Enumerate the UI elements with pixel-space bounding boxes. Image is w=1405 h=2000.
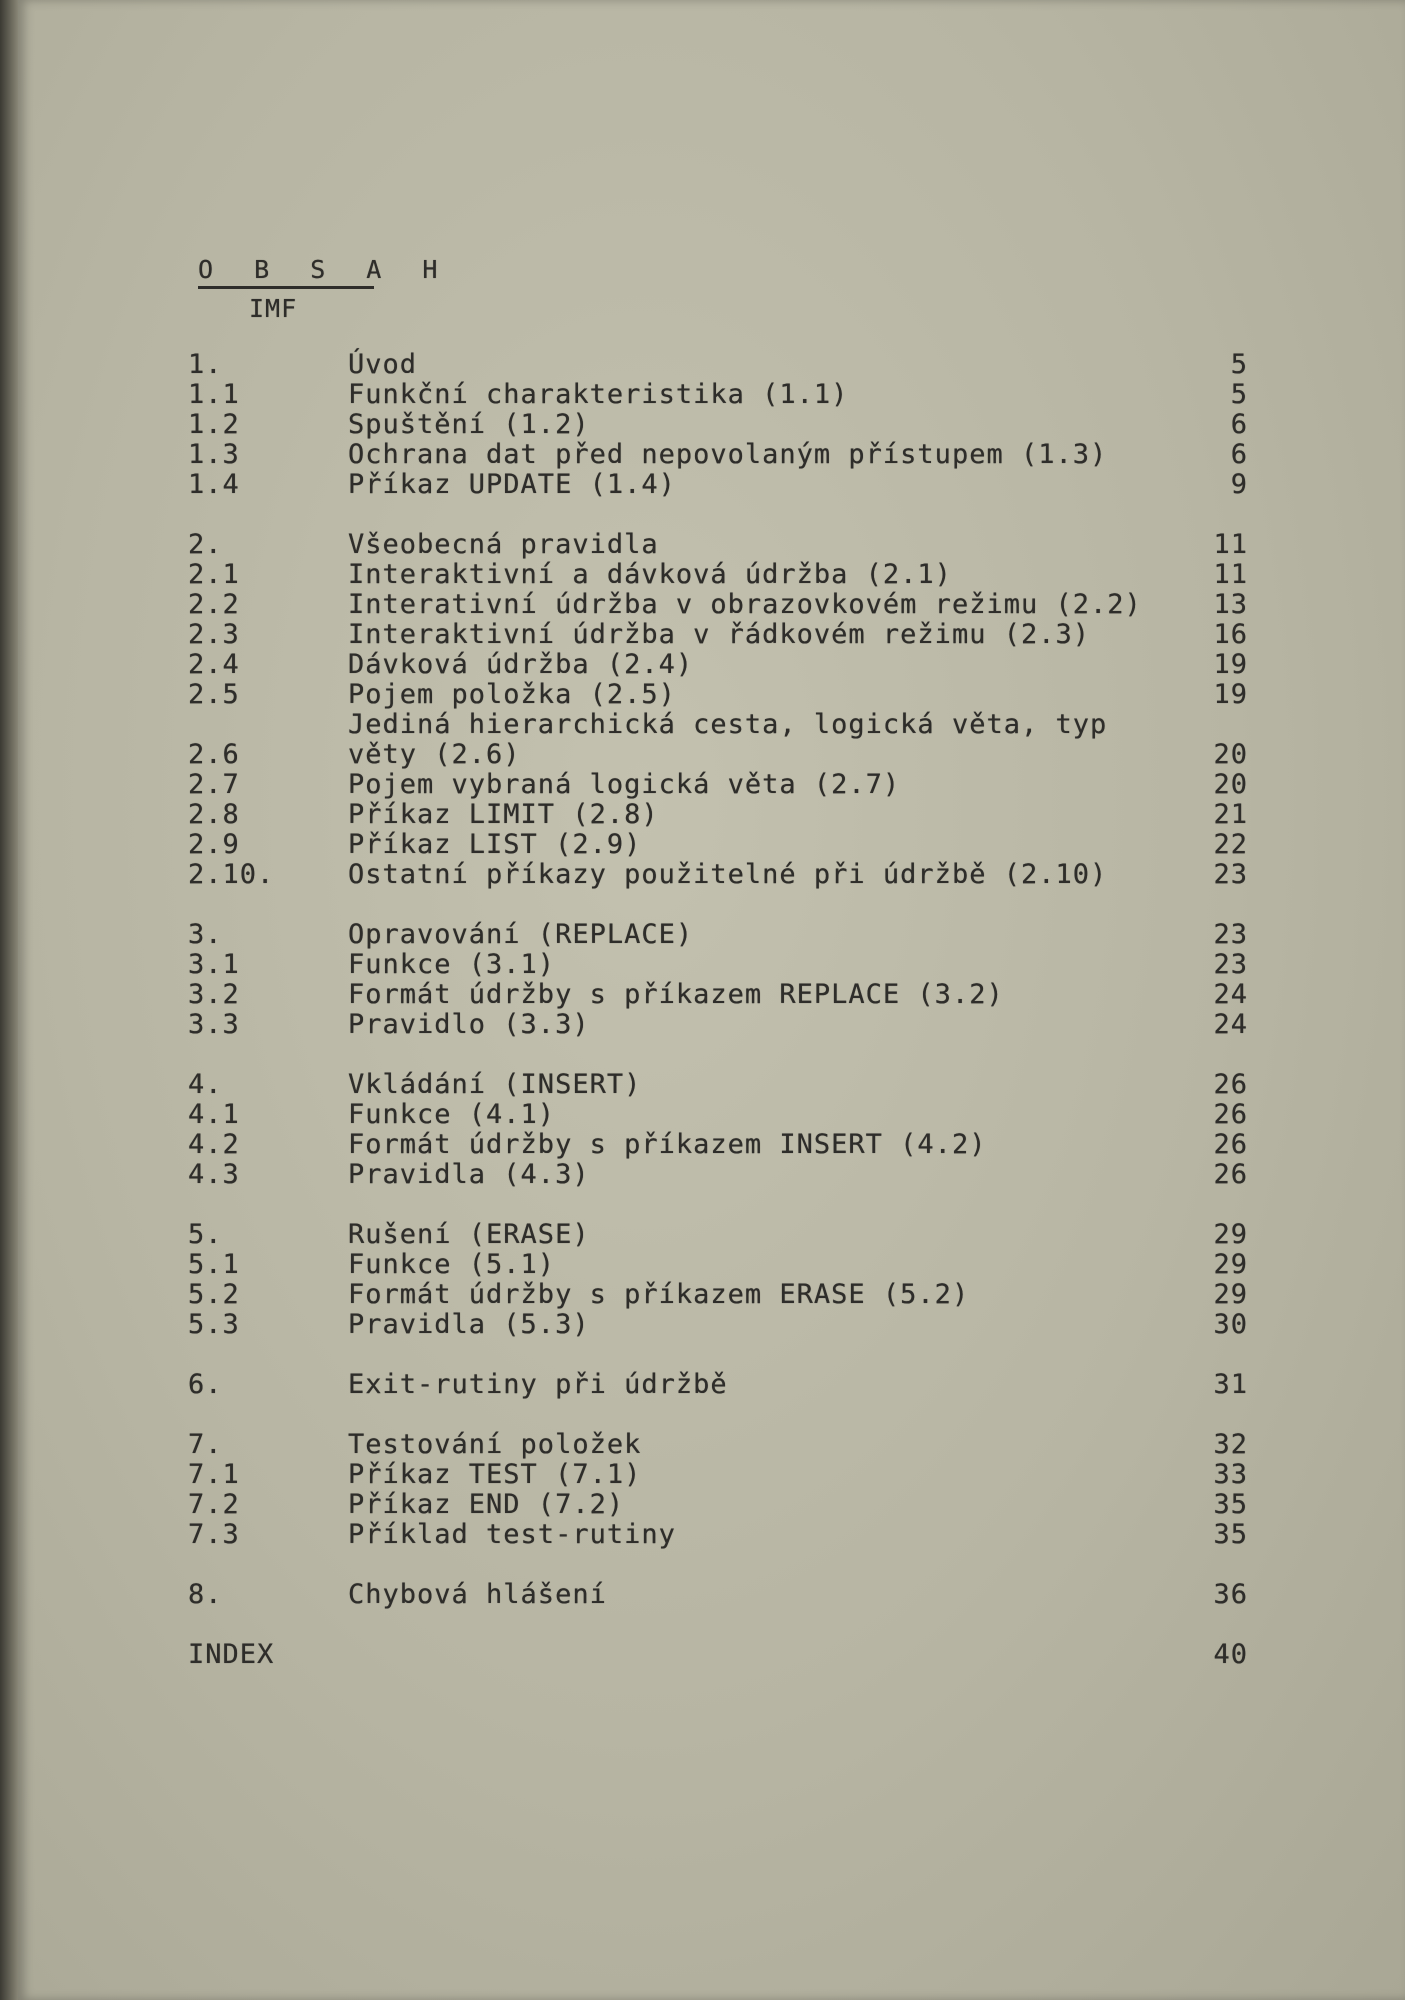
toc-entry — [188, 1130, 1248, 1160]
toc-entry-title: Pravidlo (3.3) — [348, 1009, 590, 1040]
contents-heading — [198, 255, 451, 289]
toc-entry-number: 5.3 — [188, 1309, 240, 1340]
toc-entry — [188, 1250, 1248, 1280]
toc-entry-page: 24 — [1213, 979, 1248, 1010]
toc-entry-number: 4.1 — [188, 1099, 240, 1130]
toc-entry — [188, 1490, 1248, 1520]
toc-entry-title: Testování položek — [348, 1429, 642, 1460]
toc-entry-page: 29 — [1213, 1249, 1248, 1280]
toc-entry-number: 2.6 — [188, 739, 240, 770]
toc-entry-page: 9 — [1230, 469, 1248, 500]
toc-entry-title: Příkaz END (7.2) — [348, 1489, 625, 1520]
toc-entry-page: 20 — [1213, 769, 1248, 800]
toc-entry — [188, 590, 1248, 620]
toc-entry-title: Ochrana dat před nepovolaným přístupem (1.3) — [348, 439, 1108, 470]
toc-entry — [188, 560, 1248, 590]
toc-section — [188, 1070, 1248, 1190]
toc-entry-number: 5. — [188, 1219, 223, 1250]
toc-entry-page: 26 — [1213, 1129, 1248, 1160]
toc-entry-title: Příkaz UPDATE (1.4) — [348, 469, 676, 500]
toc-entry-number: 2.5 — [188, 679, 240, 710]
toc-entry-page: 29 — [1213, 1219, 1248, 1250]
toc-entry-number: 8. — [188, 1579, 223, 1610]
toc-entry-page: 35 — [1213, 1489, 1248, 1520]
toc-entry-number: 4. — [188, 1069, 223, 1100]
toc-entry-number: 3. — [188, 919, 223, 950]
toc-entry-title: Pojem položka (2.5) — [348, 679, 676, 710]
toc-entry — [188, 680, 1248, 710]
toc-entry-number: 2.10. — [188, 859, 275, 890]
toc-entry-page: 19 — [1213, 649, 1248, 680]
toc-entry-page: 16 — [1213, 619, 1248, 650]
toc-entry-number: 2. — [188, 529, 223, 560]
toc-entry-number: 2.1 — [188, 559, 240, 590]
toc-entry-title: Formát údržby s příkazem REPLACE (3.2) — [348, 979, 1004, 1010]
toc-entry-page: 33 — [1213, 1459, 1248, 1490]
toc-entry — [188, 1640, 1248, 1670]
toc-entry — [188, 1520, 1248, 1550]
toc-entry-page: 22 — [1213, 829, 1248, 860]
toc-entry — [188, 980, 1248, 1010]
toc-entry-title: Formát údržby s příkazem ERASE (5.2) — [348, 1279, 970, 1310]
toc-entry-title: Jediná hierarchická cesta, logická věta, typ věty (2.6) — [348, 709, 1108, 770]
toc-entry-title: Spuštění (1.2) — [348, 409, 590, 440]
toc-entry-title: Rušení (ERASE) — [348, 1219, 590, 1250]
toc-entry — [188, 1070, 1248, 1100]
toc-entry-page: 36 — [1213, 1579, 1248, 1610]
toc-entry-title: Interaktivní údržba v řádkovém režimu (2.3) — [348, 619, 1090, 650]
toc-entry — [188, 650, 1248, 680]
toc-entry-page: 5 — [1230, 379, 1248, 410]
toc-entry — [188, 860, 1248, 890]
toc-entry — [188, 1430, 1248, 1460]
toc-entry-page: 11 — [1213, 529, 1248, 560]
toc-entry-page: 26 — [1213, 1069, 1248, 1100]
toc-entry — [188, 800, 1248, 830]
toc-entry-number: 7. — [188, 1429, 223, 1460]
document-page — [18, 0, 1405, 2000]
toc-entry-title: Vkládání (INSERT) — [348, 1069, 642, 1100]
toc-entry-number: 5.2 — [188, 1279, 240, 1310]
toc-entry-page: 23 — [1213, 859, 1248, 890]
toc-section — [188, 1580, 1248, 1610]
toc-entry-number: 7.2 — [188, 1489, 240, 1520]
toc-entry-title: Formát údržby s příkazem INSERT (4.2) — [348, 1129, 987, 1160]
table-of-contents — [188, 350, 1248, 1700]
toc-entry-page: 26 — [1213, 1159, 1248, 1190]
toc-entry-page: 20 — [1213, 739, 1248, 770]
toc-entry-page: 6 — [1230, 409, 1248, 440]
toc-entry — [188, 950, 1248, 980]
toc-entry-number: 1.4 — [188, 469, 240, 500]
toc-entry-title: Pravidla (4.3) — [348, 1159, 590, 1190]
toc-entry-number: 3.2 — [188, 979, 240, 1010]
toc-entry-page: 21 — [1213, 799, 1248, 830]
toc-entry-page: 32 — [1213, 1429, 1248, 1460]
toc-section — [188, 350, 1248, 500]
toc-entry — [188, 470, 1248, 500]
toc-entry-title: Opravování (REPLACE) — [348, 919, 694, 950]
toc-entry-number: 3.1 — [188, 949, 240, 980]
toc-section — [188, 530, 1248, 890]
toc-entry-number: 1. — [188, 349, 223, 380]
toc-entry-title: Chybová hlášení — [348, 1579, 607, 1610]
toc-entry-page: 35 — [1213, 1519, 1248, 1550]
toc-entry-number: 2.4 — [188, 649, 240, 680]
toc-entry-page: 5 — [1230, 349, 1248, 380]
toc-entry-title: Úvod — [348, 349, 418, 380]
toc-entry-page: 31 — [1213, 1369, 1248, 1400]
toc-entry-number: 2.9 — [188, 829, 240, 860]
toc-entry-number: 4.2 — [188, 1129, 240, 1160]
toc-entry-number: 2.7 — [188, 769, 240, 800]
toc-entry — [188, 530, 1248, 560]
contents-heading-text: O B S A H — [198, 255, 451, 284]
toc-section — [188, 1220, 1248, 1340]
toc-entry-title: Příkaz TEST (7.1) — [348, 1459, 642, 1490]
toc-entry — [188, 380, 1248, 410]
toc-entry-number: 1.1 — [188, 379, 240, 410]
heading-underline — [198, 286, 374, 289]
toc-entry-page: 11 — [1213, 559, 1248, 590]
toc-entry — [188, 350, 1248, 380]
toc-entry-page: 24 — [1213, 1009, 1248, 1040]
toc-entry — [188, 920, 1248, 950]
toc-entry-title: Exit-rutiny při údržbě — [348, 1369, 728, 1400]
toc-entry-title: Příkaz LIST (2.9) — [348, 829, 642, 860]
toc-entry — [188, 620, 1248, 650]
toc-entry-title: Ostatní příkazy použitelné při údržbě (2.10) — [348, 859, 1108, 890]
toc-entry-number: 3.3 — [188, 1009, 240, 1040]
toc-entry-number: 6. — [188, 1369, 223, 1400]
toc-entry-title: Funkce (5.1) — [348, 1249, 556, 1280]
toc-entry — [188, 1280, 1248, 1310]
toc-entry-page: 29 — [1213, 1279, 1248, 1310]
toc-entry — [188, 1100, 1248, 1130]
toc-entry-number: 1.2 — [188, 409, 240, 440]
toc-entry-title: Dávková údržba (2.4) — [348, 649, 694, 680]
toc-entry-page: 23 — [1213, 949, 1248, 980]
toc-entry-page: 6 — [1230, 439, 1248, 470]
toc-entry-title: Funkce (3.1) — [348, 949, 556, 980]
toc-entry — [188, 1010, 1248, 1040]
toc-entry-title: Příklad test-rutiny — [348, 1519, 676, 1550]
toc-entry — [188, 1310, 1248, 1340]
toc-entry-number: 7.1 — [188, 1459, 240, 1490]
toc-entry-number: 7.3 — [188, 1519, 240, 1550]
toc-entry-title: Interaktivní a dávková údržba (2.1) — [348, 559, 952, 590]
document-subtitle: IMF — [249, 294, 298, 323]
toc-entry — [188, 1370, 1248, 1400]
toc-section — [188, 1370, 1248, 1400]
toc-entry — [188, 830, 1248, 860]
toc-section — [188, 1430, 1248, 1550]
toc-entry-page: 23 — [1213, 919, 1248, 950]
toc-entry-page: 13 — [1213, 589, 1248, 620]
toc-entry-number: 4.3 — [188, 1159, 240, 1190]
toc-entry-page: 30 — [1213, 1309, 1248, 1340]
toc-entry-number: 2.3 — [188, 619, 240, 650]
toc-entry-title: Příkaz LIMIT (2.8) — [348, 799, 659, 830]
toc-entry-title: Funkční charakteristika (1.1) — [348, 379, 849, 410]
toc-section — [188, 920, 1248, 1040]
toc-entry-page: 26 — [1213, 1099, 1248, 1130]
toc-entry-page: 19 — [1213, 679, 1248, 710]
toc-entry — [188, 1460, 1248, 1490]
toc-entry-number: 1.3 — [188, 439, 240, 470]
toc-entry-title: Interativní údržba v obrazovkovém režimu (2.2) — [348, 589, 1142, 620]
toc-entry — [188, 710, 1248, 770]
toc-entry-title: Pravidla (5.3) — [348, 1309, 590, 1340]
toc-entry-page: 40 — [1213, 1639, 1248, 1670]
toc-entry-number: 5.1 — [188, 1249, 240, 1280]
toc-entry-number: INDEX — [188, 1639, 275, 1670]
toc-entry-title: Pojem vybraná logická věta (2.7) — [348, 769, 901, 800]
toc-entry — [188, 1160, 1248, 1190]
toc-entry — [188, 770, 1248, 800]
toc-entry — [188, 440, 1248, 470]
toc-entry — [188, 1580, 1248, 1610]
toc-entry-title: Funkce (4.1) — [348, 1099, 556, 1130]
toc-entry — [188, 1220, 1248, 1250]
toc-entry-title: Všeobecná pravidla — [348, 529, 659, 560]
toc-entry-number: 2.2 — [188, 589, 240, 620]
toc-entry-number: 2.8 — [188, 799, 240, 830]
toc-entry — [188, 410, 1248, 440]
toc-section — [188, 1640, 1248, 1670]
